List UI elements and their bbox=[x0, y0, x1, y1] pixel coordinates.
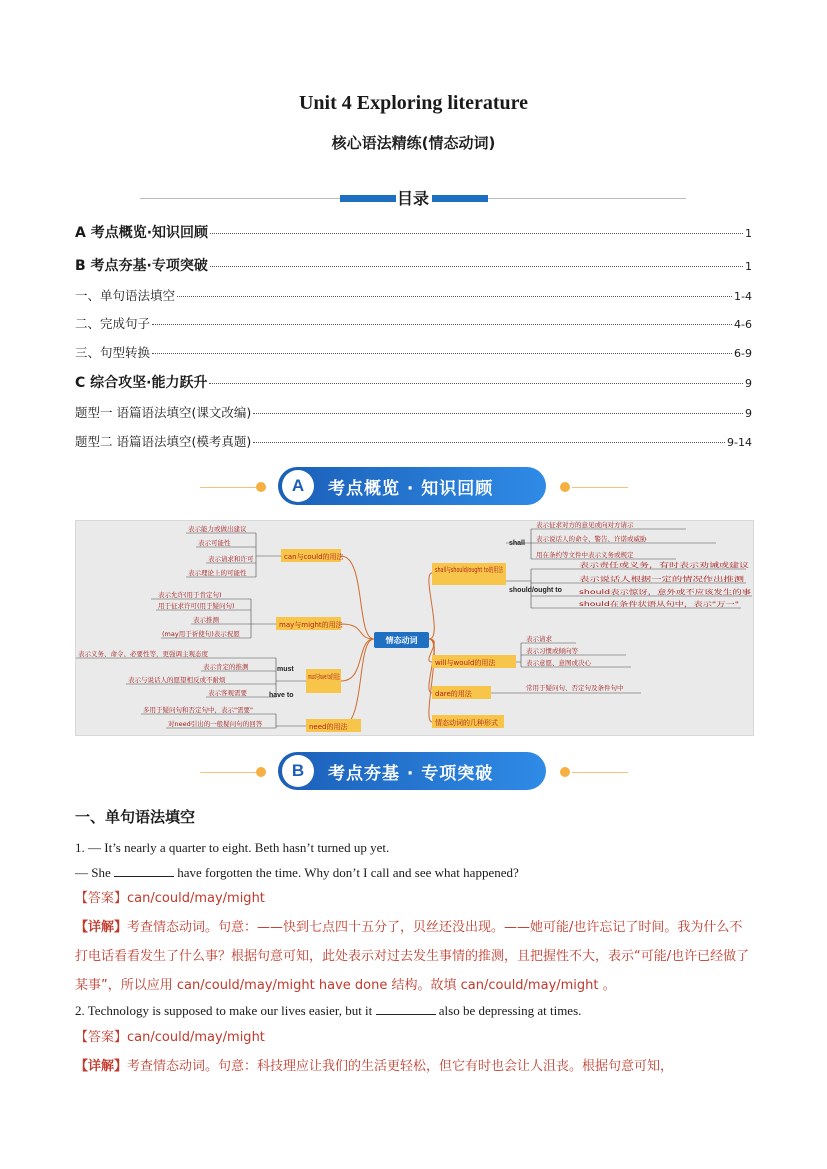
q1-text-before: — She bbox=[75, 865, 111, 880]
mm-leaf: 用在条约等文件中表示义务或规定 bbox=[536, 551, 634, 559]
mm-leaf: 表示说话人的命令、警告、许诺或威胁 bbox=[536, 535, 647, 543]
mm-branch-label: need的用法 bbox=[309, 723, 348, 731]
mm-leaf: 常用于疑问句、否定句及条件句中 bbox=[526, 684, 624, 692]
mm-sub-label: shall bbox=[509, 540, 525, 547]
mm-leaf: 用于征求许可(用于疑问句) bbox=[158, 602, 235, 610]
mm-leaf: 对need引出的一般疑问句的回答 bbox=[168, 720, 263, 728]
section-banner-a bbox=[200, 467, 627, 507]
q1-answer bbox=[75, 889, 755, 909]
mm-leaf: 表示允许(用于肯定句) bbox=[158, 591, 222, 599]
mm-leaf: 表示请求和许可 bbox=[208, 555, 254, 563]
detail-text: 考查情态动词。句意：科技理应让我们的生活更轻松，但它有时也会让人沮丧。根据句意可知， bbox=[127, 1059, 674, 1074]
mm-leaf: 表示理论上的可能性 bbox=[188, 569, 247, 577]
mm-leaf: 表示推测 bbox=[193, 616, 219, 624]
mm-leaf: 表示肯定的推测 bbox=[203, 663, 249, 671]
toc-row-page: 9 bbox=[745, 377, 752, 390]
q1-text-after: have forgotten the time. Why don’t I call and see what happened? bbox=[177, 865, 519, 880]
q2-answer bbox=[75, 1028, 755, 1048]
toc-row-label: C 综合攻坚·能力跃升 bbox=[75, 375, 208, 391]
toc-row[interactable] bbox=[75, 403, 752, 425]
toc-row[interactable] bbox=[75, 432, 752, 454]
toc-row-label: 二、完成句子 bbox=[75, 316, 151, 331]
section-banner-b bbox=[200, 752, 627, 792]
mm-leaf: should表示惊讶，意外或不应该发生的事 bbox=[579, 588, 699, 596]
q1-detail bbox=[75, 913, 755, 1000]
mind-map-graphic bbox=[76, 521, 753, 735]
question-2-line-1 bbox=[75, 1001, 755, 1021]
toc-row-label: 题型二 语篇语法填空(模考真题) bbox=[75, 434, 252, 449]
mind-map bbox=[75, 520, 754, 736]
mm-branch-label: 情态动词的几种形式 bbox=[435, 719, 498, 727]
banner-dot bbox=[256, 767, 266, 777]
mm-leaf: 表示征求对方的意见或向对方请示 bbox=[536, 521, 634, 529]
answer-value: can/could/may/might bbox=[127, 1030, 265, 1045]
mm-leaf: (may用于祈使句)表示祝愿 bbox=[162, 630, 240, 638]
toc-heading: 目录 bbox=[396, 189, 429, 208]
detail-tag: 【详解】 bbox=[75, 1059, 128, 1074]
toc-row-label: 一、单句语法填空 bbox=[75, 288, 176, 303]
mm-sub-label: must bbox=[277, 666, 294, 673]
toc-row[interactable] bbox=[75, 286, 752, 308]
q2-text-before: 2. Technology is supposed to make our lives easier, but it bbox=[75, 1003, 373, 1018]
toc-heading-bar bbox=[140, 186, 686, 210]
mm-branch-label: will与would的用法 bbox=[435, 659, 496, 667]
mm-center-label: 情态动词 bbox=[385, 636, 418, 645]
toc-leader bbox=[253, 413, 743, 414]
toc-leader bbox=[253, 442, 725, 443]
toc-leader bbox=[210, 233, 743, 234]
toc-row-label: 三、句型转换 bbox=[75, 345, 151, 360]
page-subtitle: 核心语法精练(情态动词) bbox=[331, 134, 496, 152]
toc-row-page: 9 bbox=[745, 407, 752, 420]
toc-row[interactable] bbox=[75, 314, 752, 336]
mm-leaf: 表示能力或做出建议 bbox=[188, 525, 247, 533]
mm-leaf: 表示责任或义务，有时表示劝诫或建议 bbox=[579, 561, 690, 569]
banner-letter: B bbox=[282, 755, 314, 787]
toc-row[interactable] bbox=[75, 372, 752, 394]
toc-leader bbox=[209, 383, 743, 384]
mm-leaf: 表示可能性 bbox=[198, 539, 231, 547]
mm-sub-label: have to bbox=[269, 692, 294, 699]
toc-row[interactable] bbox=[75, 255, 752, 277]
toc-row-label: 题型一 语篇语法填空(课文改编) bbox=[75, 405, 252, 420]
detail-text: 考查情态动词。句意：——快到七点四十五分了，贝丝还没出现。——她可能/也许忘记了时间。我为什么不打电话看看发生了什么事？根据句意可知，此处表示对过去发生事情的推测，且把握性不大，表示“可能/也许已经做了某事”，所以应用 can/could/may/might have done 结构。故填 can/could/may/might 。 bbox=[75, 920, 750, 993]
banner-dot bbox=[560, 767, 570, 777]
toc-row-page: 9-14 bbox=[727, 436, 752, 449]
q2-text-after: also be depressing at times. bbox=[438, 1003, 582, 1018]
mm-branch-label: can与could的用法 bbox=[284, 553, 344, 561]
banner-line bbox=[572, 487, 628, 488]
mm-leaf: 表示说话人根据一定的情况作出推测 bbox=[579, 575, 683, 583]
banner-line bbox=[572, 772, 628, 773]
section-heading: 一、单句语法填空 bbox=[75, 808, 196, 826]
toc-row[interactable] bbox=[75, 222, 752, 244]
toc-row-page: 1 bbox=[745, 227, 752, 240]
banner-title: 考点夯基 · 专项突破 bbox=[328, 764, 494, 784]
toc-leader bbox=[210, 266, 743, 267]
question-1-line-2 bbox=[75, 863, 755, 883]
toc-row-label: B 考点夯基·专项突破 bbox=[75, 258, 208, 274]
toc-row-label: A 考点概览·知识回顾 bbox=[75, 225, 209, 241]
toc-row-page: 1-4 bbox=[734, 290, 752, 303]
answer-tag: 【答案】 bbox=[75, 891, 128, 906]
answer-tag: 【答案】 bbox=[75, 1030, 128, 1045]
mm-branch-label: dare的用法 bbox=[435, 690, 472, 698]
mm-leaf: should在条件状语从句中，表示"万一" bbox=[579, 600, 692, 608]
q2-detail bbox=[75, 1052, 755, 1081]
mm-leaf: 表示习惯或倾向等 bbox=[526, 647, 578, 655]
mm-leaf: 表示客观需要 bbox=[208, 689, 247, 697]
mm-leaf: 表示意愿、意图或决心 bbox=[526, 659, 591, 667]
mm-leaf: 表示义务、命令、必要性等，更强调主观态度 bbox=[78, 650, 208, 658]
banner-line bbox=[200, 487, 256, 488]
toc-row[interactable] bbox=[75, 343, 752, 365]
question-1-line-1: 1. — It’s nearly a quarter to eight. Beth hasn’t turned up yet. bbox=[75, 840, 390, 855]
toc-row-page: 4-6 bbox=[734, 318, 752, 331]
q2-blank bbox=[376, 1002, 436, 1015]
mm-branch-label: must与have to的用法 bbox=[308, 673, 381, 681]
mm-leaf: 多用于疑问句和否定句中，表示"需要" bbox=[143, 706, 253, 714]
toc-leader bbox=[152, 324, 732, 325]
toc-row-page: 6-9 bbox=[734, 347, 752, 360]
mm-leaf: 表示与说话人的愿望相反或不耐烦 bbox=[128, 676, 226, 684]
toc-leader bbox=[152, 353, 732, 354]
toc-leader bbox=[177, 296, 732, 297]
banner-letter: A bbox=[282, 470, 314, 502]
mm-leaf: 表示请求 bbox=[526, 635, 552, 643]
banner-dot bbox=[256, 482, 266, 492]
answer-value: can/could/may/might bbox=[127, 891, 265, 906]
toc-row-page: 1 bbox=[745, 260, 752, 273]
mm-branch-label: may与might的用法 bbox=[279, 621, 343, 629]
detail-tag: 【详解】 bbox=[75, 920, 128, 935]
banner-dot bbox=[560, 482, 570, 492]
banner-title: 考点概览 · 知识回顾 bbox=[328, 479, 494, 499]
banner-line bbox=[200, 772, 256, 773]
mm-sub-label: should/ought to bbox=[509, 587, 562, 594]
mm-branch-label: shall与should/ought to的用法 bbox=[435, 566, 535, 574]
page-title: Unit 4 Exploring literature bbox=[298, 92, 529, 114]
q1-blank bbox=[114, 864, 174, 877]
